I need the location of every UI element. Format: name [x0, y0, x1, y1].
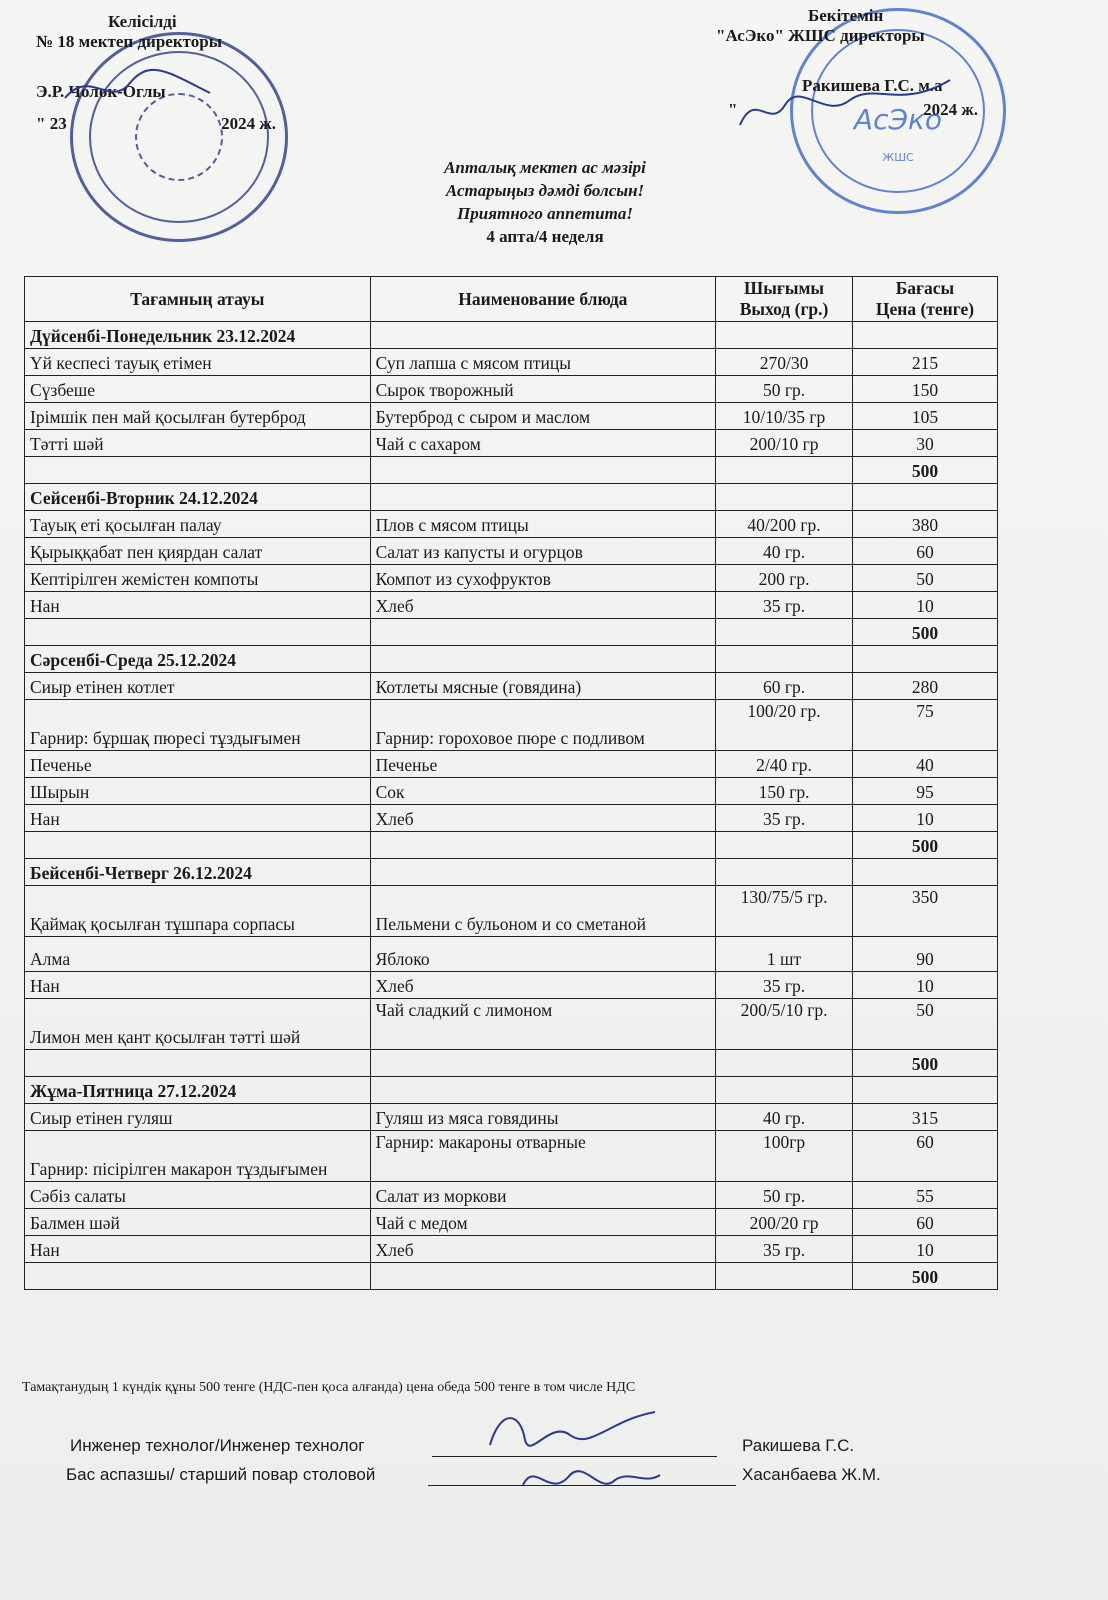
date-suffix-right: 2024 ж. — [923, 100, 978, 119]
header-yield-ru: Выход (гр.) — [739, 299, 829, 319]
day-header-row — [25, 484, 998, 511]
table-header-row — [25, 277, 998, 322]
school-director-label: № 18 мектеп директоры — [36, 32, 222, 51]
dish-price: 150 — [852, 376, 997, 403]
dish-name-ru: Хлеб — [370, 1236, 716, 1263]
dish-name-kz: Гарнир: бұршақ пюресі тұздығымен — [25, 700, 371, 751]
table-row — [25, 403, 998, 430]
dish-name-ru: Чай с сахаром — [370, 430, 716, 457]
empty-cell — [852, 646, 997, 673]
header-price-ru: Цена (тенге) — [875, 299, 975, 319]
dish-name-ru: Гуляш из мяса говядины — [370, 1104, 716, 1131]
dish-yield: 40 гр. — [716, 538, 853, 565]
signature-name-1: Ракишева Г.С. — [742, 1436, 855, 1455]
dish-yield: 100/20 гр. — [716, 700, 853, 751]
table-row — [25, 751, 998, 778]
empty-cell — [716, 322, 853, 349]
dish-name-ru: Суп лапша с мясом птицы — [370, 349, 716, 376]
company-director-label: "АсЭко" ЖШС директоры — [716, 26, 925, 45]
empty-cell — [370, 322, 716, 349]
dish-name-ru: Яблоко — [370, 937, 716, 972]
signature-director-right — [730, 70, 960, 140]
dish-name-ru: Чай с медом — [370, 1209, 716, 1236]
menu-titles — [300, 156, 790, 248]
dish-name-ru: Бутерброд с сыром и маслом — [370, 403, 716, 430]
day-total-row — [25, 1263, 998, 1290]
daily-cost-note: Тамақтанудың 1 күндік құны 500 тенге (НДС-пен қоса алғанда) цена обеда 500 тенге в том числе НДС — [22, 1380, 636, 1395]
dish-price: 105 — [852, 403, 997, 430]
day-header-row — [25, 1077, 998, 1104]
dish-name-kz: Сәбіз салаты — [25, 1182, 371, 1209]
dish-name-ru: Сок — [370, 778, 716, 805]
dish-yield: 10/10/35 гр — [716, 403, 853, 430]
day-total-price: 500 — [852, 1263, 997, 1290]
dish-name-kz: Лимон мен қант қосылған тәтті шәй — [25, 999, 371, 1050]
table-row — [25, 430, 998, 457]
empty-cell — [370, 646, 716, 673]
empty-cell — [716, 832, 853, 859]
signature-role-1: Инженер технолог/Инженер технолог — [70, 1436, 365, 1455]
dish-name-ru: Хлеб — [370, 972, 716, 999]
table-row — [25, 700, 998, 751]
agreed-label: Келісілді — [108, 12, 177, 31]
day-header-row — [25, 859, 998, 886]
dish-name-ru: Салат из моркови — [370, 1182, 716, 1209]
dish-yield: 35 гр. — [716, 972, 853, 999]
empty-cell — [25, 1050, 371, 1077]
empty-cell — [716, 1263, 853, 1290]
day-title: Сейсенбі-Вторник 24.12.2024 — [25, 484, 371, 511]
dish-yield: 2/40 гр. — [716, 751, 853, 778]
dish-name-ru: Пельмени с бульоном и со сметаной — [370, 886, 716, 937]
dish-price: 10 — [852, 1236, 997, 1263]
table-row — [25, 1236, 998, 1263]
table-row — [25, 886, 998, 937]
day-total-price: 500 — [852, 457, 997, 484]
dish-price: 315 — [852, 1104, 997, 1131]
header-price-kz: Бағасы — [895, 278, 955, 298]
dish-yield: 150 гр. — [716, 778, 853, 805]
empty-cell — [25, 619, 371, 646]
day-title: Дүйсенбі-Понедельник 23.12.2024 — [25, 322, 371, 349]
table-row — [25, 1131, 998, 1182]
empty-cell — [25, 832, 371, 859]
dish-price: 75 — [852, 700, 997, 751]
table-row — [25, 511, 998, 538]
empty-cell — [852, 859, 997, 886]
day-header-row — [25, 322, 998, 349]
dish-price: 280 — [852, 673, 997, 700]
empty-cell — [370, 1263, 716, 1290]
day-total-row — [25, 1050, 998, 1077]
empty-cell — [716, 457, 853, 484]
dish-price: 10 — [852, 592, 997, 619]
dish-price: 215 — [852, 349, 997, 376]
dish-name-kz: Қаймақ қосылған тұшпара сорпасы — [25, 886, 371, 937]
dish-name-kz: Кептірілген жемістен компоты — [25, 565, 371, 592]
menu-title-kz: Апталық мектеп ас мәзірі — [444, 158, 646, 177]
day-total-row — [25, 619, 998, 646]
seal-center-text: АсЭко — [853, 103, 943, 136]
day-title: Бейсенбі-Четверг 26.12.2024 — [25, 859, 371, 886]
table-row — [25, 1104, 998, 1131]
dish-yield: 200 гр. — [716, 565, 853, 592]
dish-name-ru: Чай сладкий с лимоном — [370, 999, 716, 1050]
signature-cook — [515, 1455, 665, 1505]
header-yield-kz: Шығымы — [744, 278, 825, 298]
dish-yield: 200/20 гр — [716, 1209, 853, 1236]
signature-technologist — [480, 1400, 660, 1460]
empty-cell — [370, 619, 716, 646]
day-total-row — [25, 457, 998, 484]
dish-yield: 40 гр. — [716, 1104, 853, 1131]
dish-name-kz: Сиыр етінен котлет — [25, 673, 371, 700]
dish-name-ru: Печенье — [370, 751, 716, 778]
empty-cell — [370, 457, 716, 484]
table-row — [25, 673, 998, 700]
dish-name-kz: Алма — [25, 937, 371, 972]
table-row — [25, 565, 998, 592]
empty-cell — [370, 484, 716, 511]
dish-price: 90 — [852, 937, 997, 972]
dish-name-kz: Нан — [25, 1236, 371, 1263]
dish-yield: 60 гр. — [716, 673, 853, 700]
dish-name-kz: Нан — [25, 592, 371, 619]
dish-price: 380 — [852, 511, 997, 538]
dish-yield: 130/75/5 гр. — [716, 886, 853, 937]
table-row — [25, 778, 998, 805]
table-row — [25, 1182, 998, 1209]
dish-name-kz: Шырын — [25, 778, 371, 805]
dish-price: 350 — [852, 886, 997, 937]
dish-yield: 35 гр. — [716, 1236, 853, 1263]
header-ru-name: Наименование блюда — [370, 277, 716, 322]
header-price — [852, 277, 997, 322]
day-total-price: 500 — [852, 619, 997, 646]
week-label: 4 апта/4 неделя — [486, 227, 604, 246]
dish-name-kz: Нан — [25, 805, 371, 832]
dish-yield: 270/30 — [716, 349, 853, 376]
greeting-ru: Приятного аппетита! — [457, 204, 633, 223]
dish-name-kz: Печенье — [25, 751, 371, 778]
dish-name-kz: Тәтті шәй — [25, 430, 371, 457]
dish-price: 10 — [852, 972, 997, 999]
header-kz-name: Тағамның атауы — [25, 277, 371, 322]
dish-yield: 50 гр. — [716, 1182, 853, 1209]
table-row — [25, 592, 998, 619]
signature-director-left — [60, 58, 220, 118]
dish-name-kz: Балмен шәй — [25, 1209, 371, 1236]
empty-cell — [716, 619, 853, 646]
dish-name-ru: Сырок творожный — [370, 376, 716, 403]
table-row — [25, 972, 998, 999]
dish-name-kz: Тауық еті қосылған палау — [25, 511, 371, 538]
dish-name-ru: Хлеб — [370, 805, 716, 832]
dish-name-kz: Сүзбеше — [25, 376, 371, 403]
seal-small-text: ЖШС — [882, 151, 914, 164]
empty-cell — [25, 457, 371, 484]
dish-name-ru: Салат из капусты и огурцов — [370, 538, 716, 565]
table-row — [25, 999, 998, 1050]
empty-cell — [370, 832, 716, 859]
day-total-price: 500 — [852, 1050, 997, 1077]
dish-yield: 200/10 гр — [716, 430, 853, 457]
day-total-row — [25, 832, 998, 859]
signature-role-2: Бас аспазшы/ старший повар столовой — [66, 1465, 376, 1484]
dish-yield: 100гр — [716, 1131, 853, 1182]
dish-price: 95 — [852, 778, 997, 805]
dish-name-kz: Нан — [25, 972, 371, 999]
dish-name-kz: Гарнир: пісірілген макарон тұздығымен — [25, 1131, 371, 1182]
dish-name-ru: Плов с мясом птицы — [370, 511, 716, 538]
day-title: Сәрсенбі-Среда 25.12.2024 — [25, 646, 371, 673]
menu-table — [24, 276, 998, 1290]
dish-name-ru: Хлеб — [370, 592, 716, 619]
dish-yield: 40/200 гр. — [716, 511, 853, 538]
empty-cell — [370, 1077, 716, 1104]
approve-label: Бекітемін — [808, 6, 884, 25]
date-suffix-left: 2024 ж. — [221, 114, 276, 133]
table-row — [25, 805, 998, 832]
dish-yield: 200/5/10 гр. — [716, 999, 853, 1050]
empty-cell — [716, 1050, 853, 1077]
dish-price: 40 — [852, 751, 997, 778]
empty-cell — [852, 1077, 997, 1104]
dish-price: 60 — [852, 1209, 997, 1236]
header-yield — [716, 277, 853, 322]
empty-cell — [370, 859, 716, 886]
table-row — [25, 1209, 998, 1236]
dish-price: 50 — [852, 565, 997, 592]
empty-cell — [716, 1077, 853, 1104]
dish-name-kz: Қырыққабат пен қиярдан салат — [25, 538, 371, 565]
dish-name-ru: Котлеты мясные (говядина) — [370, 673, 716, 700]
dish-price: 55 — [852, 1182, 997, 1209]
empty-cell — [852, 322, 997, 349]
dish-yield: 50 гр. — [716, 376, 853, 403]
dish-price: 30 — [852, 430, 997, 457]
table-row — [25, 937, 998, 972]
day-total-price: 500 — [852, 832, 997, 859]
dish-price: 10 — [852, 805, 997, 832]
table-row — [25, 349, 998, 376]
empty-cell — [716, 859, 853, 886]
empty-cell — [716, 646, 853, 673]
date-prefix-right: " — [728, 100, 738, 119]
dish-name-ru: Гарнир: макароны отварные — [370, 1131, 716, 1182]
director-name: Э.Р. Чолок-Оглы — [36, 82, 166, 101]
dish-price: 60 — [852, 1131, 997, 1182]
dish-name-kz: Сиыр етінен гуляш — [25, 1104, 371, 1131]
empty-cell — [370, 1050, 716, 1077]
signature-name-2: Хасанбаева Ж.М. — [742, 1465, 881, 1484]
dish-name-ru: Гарнир: гороховое пюре с подливом — [370, 700, 716, 751]
greeting-kz: Астарыңыз дәмді болсын! — [445, 181, 645, 200]
empty-cell — [852, 484, 997, 511]
table-row — [25, 376, 998, 403]
empty-cell — [25, 1263, 371, 1290]
table-row — [25, 538, 998, 565]
dish-yield: 35 гр. — [716, 592, 853, 619]
date-prefix-left: " 23 — [36, 114, 67, 133]
company-director-name: Ракишева Г.С. м.а — [802, 76, 943, 95]
dish-yield: 1 шт — [716, 937, 853, 972]
dish-name-ru: Компот из сухофруктов — [370, 565, 716, 592]
dish-name-kz: Үй кеспесі тауық етімен — [25, 349, 371, 376]
empty-cell — [716, 484, 853, 511]
dish-yield: 35 гр. — [716, 805, 853, 832]
dish-price: 50 — [852, 999, 997, 1050]
dish-price: 60 — [852, 538, 997, 565]
day-title: Жұма-Пятница 27.12.2024 — [25, 1077, 371, 1104]
dish-name-kz: Ірімшік пен май қосылған бутерброд — [25, 403, 371, 430]
day-header-row — [25, 646, 998, 673]
